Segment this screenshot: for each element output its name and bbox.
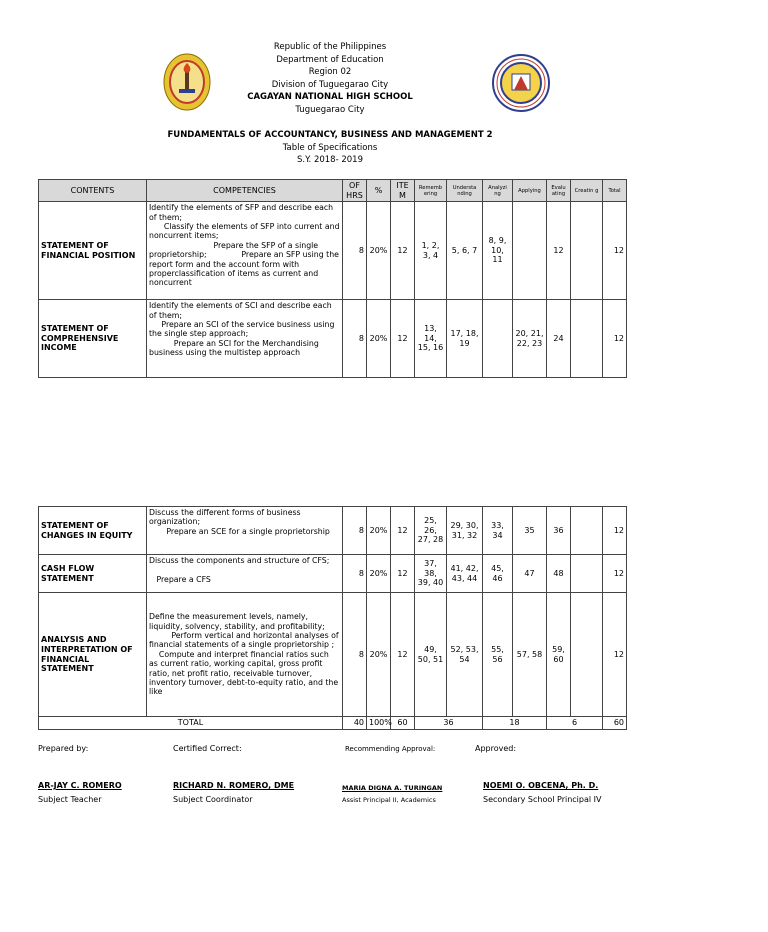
row-understanding: 5, 6, 7 — [447, 202, 483, 300]
row-competencies: Define the measurement levels, namely, liquidity, solvency, stability, and profitability; Perform vertical and horizontal analyses of financial statements of a single proprietorship ; Compute and interpret financial ratios such as current ratio, working capital, gross profit ratio, net profit ratio, receivable turnover, inventory turnover, debt-to-equity ratio, and the like — [147, 593, 343, 717]
row-percent: 20% — [367, 555, 391, 593]
approved-label: Approved: — [475, 744, 517, 753]
row-item: 12 — [391, 202, 415, 300]
table-row — [39, 202, 627, 300]
row-applying: 35 — [513, 507, 547, 555]
table-row — [39, 300, 627, 378]
row-applying: 57, 58 — [513, 593, 547, 717]
certified-label: Certified Correct: — [173, 744, 242, 753]
school-year: S.Y. 2018- 2019 — [296, 155, 363, 165]
subject-title: FUNDAMENTALS OF ACCOUNTANCY, BUSINESS AND MANAGEMENT 2 — [167, 130, 493, 140]
row-total: 12 — [603, 555, 627, 593]
row-analyzing: 45, 46 — [483, 555, 513, 593]
row-percent: 20% — [367, 300, 391, 378]
signatory-assistant-principal-name: MARIA DIGNA A. TURINGAN — [342, 784, 443, 792]
row-creating — [571, 593, 603, 717]
row-total: 12 — [603, 300, 627, 378]
row-understanding: 41, 42, 43, 44 — [447, 555, 483, 593]
row-analyzing: 33, 34 — [483, 507, 513, 555]
row-percent: 20% — [367, 507, 391, 555]
total-row — [39, 717, 627, 730]
row-item: 12 — [391, 555, 415, 593]
col-remembering: Rememb ering — [415, 180, 447, 202]
row-competencies: Identify the elements of SCI and describe each of them; Prepare an SCI of the service business using the single step approach; Prepare an SCI for the Merchandising business using the multistep approach — [147, 300, 343, 378]
row-understanding: 17, 18, 19 — [447, 300, 483, 378]
document-title — [140, 129, 520, 167]
total-percent: 100% — [367, 717, 391, 730]
row-hours: 8 — [343, 202, 367, 300]
recommending-label: Recommending Approval: — [345, 745, 436, 753]
col-hours: OF HRS — [343, 180, 367, 202]
prepared-label: Prepared by: — [38, 744, 89, 753]
row-contents: STATEMENT OF COMPREHENSIVE INCOME — [39, 300, 147, 378]
row-evaluating: 24 — [547, 300, 571, 378]
header-line-region: Region 02 — [308, 67, 352, 77]
row-remembering: 1, 2, 3, 4 — [415, 202, 447, 300]
table-row — [39, 507, 627, 555]
col-total: Total — [603, 180, 627, 202]
col-understanding: Understa nding — [447, 180, 483, 202]
col-competencies: COMPETENCIES — [147, 180, 343, 202]
header-line-republic: Republic of the Philippines — [273, 42, 387, 52]
row-hours: 8 — [343, 555, 367, 593]
row-applying: 47 — [513, 555, 547, 593]
letterhead — [230, 41, 430, 116]
col-percent: % — [367, 180, 391, 202]
signatory-coordinator-name: RICHARD N. ROMERO, DME — [173, 781, 295, 790]
row-understanding: 52, 53, 54 — [447, 593, 483, 717]
signatory-coordinator-title: Subject Coordinator — [173, 795, 253, 804]
row-creating — [571, 300, 603, 378]
total-hours: 40 — [343, 717, 367, 730]
row-evaluating: 36 — [547, 507, 571, 555]
header-line-division: Division of Tuguegarao City — [271, 79, 389, 90]
col-contents: CONTENTS — [39, 180, 147, 202]
row-hours: 8 — [343, 593, 367, 717]
row-competencies: Discuss the different forms of business organization; Prepare an SCE for a single proprietorship — [147, 507, 343, 555]
school-seal-logo — [163, 53, 211, 111]
row-total: 12 — [603, 507, 627, 555]
table-row — [39, 593, 627, 717]
total-higher-order: 6 — [547, 717, 603, 730]
row-percent: 20% — [367, 202, 391, 300]
total-item: 60 — [391, 717, 415, 730]
row-hours: 8 — [343, 507, 367, 555]
row-percent: 20% — [367, 593, 391, 717]
col-applying: Applying — [513, 180, 547, 202]
row-total: 12 — [603, 593, 627, 717]
row-creating — [571, 202, 603, 300]
signatory-principal-name: NOEMI O. OBCENA, Ph. D. — [483, 781, 599, 790]
col-analyzing: Analyzi ng — [483, 180, 513, 202]
deped-seal-logo — [492, 54, 550, 112]
row-applying: 20, 21, 22, 23 — [513, 300, 547, 378]
row-remembering: 37, 38, 39, 40 — [415, 555, 447, 593]
row-contents: CASH FLOW STATEMENT — [39, 555, 147, 593]
row-understanding: 29, 30, 31, 32 — [447, 507, 483, 555]
total-grand: 60 — [603, 717, 627, 730]
row-analyzing: 8, 9, 10, 11 — [483, 202, 513, 300]
col-evaluating: Evalu ating — [547, 180, 571, 202]
row-evaluating: 48 — [547, 555, 571, 593]
row-competencies: Identify the elements of SFP and describe each of them; Classify the elements of SFP into current and noncurrent items; Prepare the SFP of a single proprietorship; Prepare an SFP using the report form and the account form with properclassification of items as current and noncurrent — [147, 202, 343, 300]
col-creating: Creatin g — [571, 180, 603, 202]
row-contents: STATEMENT OF CHANGES IN EQUITY — [39, 507, 147, 555]
row-remembering: 13, 14, 15, 16 — [415, 300, 447, 378]
row-creating — [571, 555, 603, 593]
signatory-teacher-title: Subject Teacher — [38, 795, 102, 804]
row-total: 12 — [603, 202, 627, 300]
row-applying — [513, 202, 547, 300]
total-middle-order: 18 — [483, 717, 547, 730]
specification-table-bottom — [38, 506, 627, 730]
total-lower-order: 36 — [415, 717, 483, 730]
row-competencies: Discuss the components and structure of CFS; Prepare a CFS — [147, 555, 343, 593]
total-label: TOTAL — [39, 717, 343, 730]
header-line-city: Tuguegarao City — [295, 104, 365, 115]
row-evaluating: 12 — [547, 202, 571, 300]
document-type: Table of Specifications — [282, 142, 378, 153]
row-contents: ANALYSIS AND INTERPRETATION OF FINANCIAL STATEMENT — [39, 593, 147, 717]
signatory-teacher-name: AR-JAY C. ROMERO — [38, 781, 122, 790]
row-remembering: 49, 50, 51 — [415, 593, 447, 717]
row-remembering: 25, 26, 27, 28 — [415, 507, 447, 555]
header-line-deped: Department of Education — [276, 54, 384, 65]
row-item: 12 — [391, 507, 415, 555]
row-contents: STATEMENT OF FINANCIAL POSITION — [39, 202, 147, 300]
row-analyzing: 55, 56 — [483, 593, 513, 717]
school-name: CAGAYAN NATIONAL HIGH SCHOOL — [247, 92, 413, 102]
row-item: 12 — [391, 300, 415, 378]
row-item: 12 — [391, 593, 415, 717]
row-hours: 8 — [343, 300, 367, 378]
signatory-principal-title: Secondary School Principal IV — [483, 795, 602, 804]
col-item: ITE M — [391, 180, 415, 202]
row-analyzing — [483, 300, 513, 378]
table-row — [39, 555, 627, 593]
row-creating — [571, 507, 603, 555]
row-evaluating: 59, 60 — [547, 593, 571, 717]
specification-table-top — [38, 179, 627, 378]
signatory-assistant-principal-title: Assist Principal II, Academics — [342, 796, 436, 804]
